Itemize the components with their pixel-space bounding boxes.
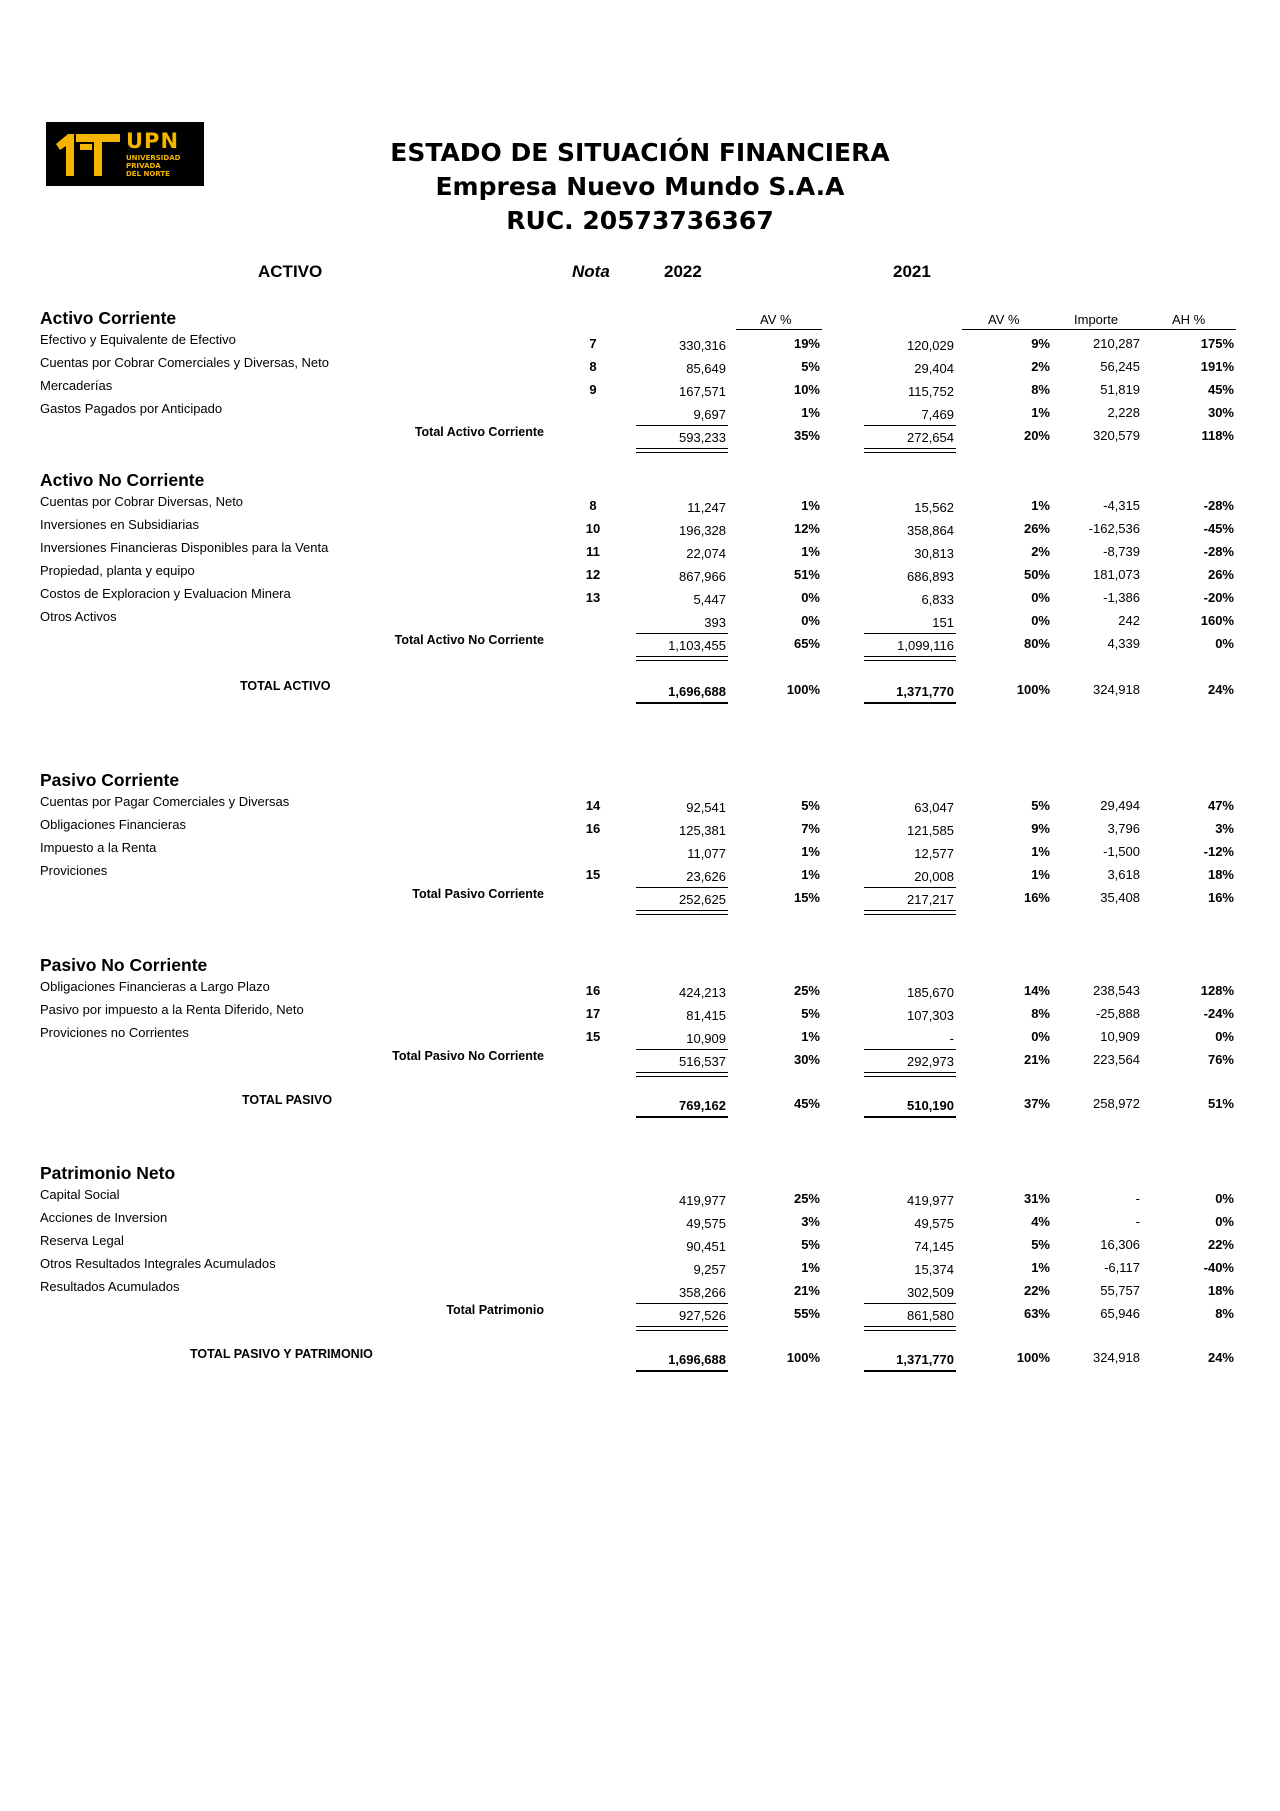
value-2022: 22,074: [686, 546, 726, 561]
importe-value: 56,245: [1100, 359, 1140, 374]
rule-line: [864, 1370, 956, 1372]
row-nota: 15: [585, 1029, 601, 1044]
row-nota: 13: [585, 590, 601, 605]
value-2021: 115,752: [907, 384, 954, 399]
av-2021: 9%: [1031, 336, 1050, 351]
row-nota: 8: [589, 498, 597, 513]
value-2022: 330,316: [679, 338, 726, 353]
rule-line: [864, 887, 956, 888]
av-2021: 2%: [1031, 544, 1050, 559]
value-2021: 20,008: [914, 869, 954, 884]
row-label: Propiedad, planta y equipo: [40, 563, 195, 578]
ah-value: 0%: [1215, 636, 1234, 651]
av-2022: 1%: [801, 844, 820, 859]
row-nota: 12: [585, 567, 601, 582]
section-title: Activo No Corriente: [40, 470, 205, 490]
rule-line: [864, 1116, 956, 1118]
row-nota: 7: [589, 336, 597, 351]
av-2022: 10%: [793, 382, 820, 397]
av-2021: 100%: [1016, 682, 1050, 697]
av-2022-header: AV %: [760, 312, 792, 327]
grand-total-label: TOTAL PASIVO: [242, 1093, 333, 1107]
av-2022: 12%: [793, 521, 820, 536]
ah-value: 128%: [1200, 983, 1234, 998]
importe-value: 320,579: [1093, 428, 1140, 443]
section-title: Pasivo Corriente: [40, 770, 180, 790]
importe-value: 210,287: [1093, 336, 1140, 351]
av-2021: 8%: [1031, 1006, 1050, 1021]
row-label: Gastos Pagados por Anticipado: [40, 401, 223, 416]
av-2022: 1%: [801, 498, 820, 513]
row-nota: 11: [586, 544, 600, 559]
row-label: Pasivo por impuesto a la Renta Diferido, Neto: [40, 1002, 304, 1017]
total-label: Total Pasivo No Corriente: [392, 1049, 544, 1063]
value-2022: 167,571: [679, 384, 726, 399]
row-nota: 10: [585, 521, 601, 536]
value-2021: 15,562: [914, 500, 954, 515]
rule-line: [864, 1326, 956, 1331]
av-2021: 5%: [1031, 1237, 1050, 1252]
grand-total-label: TOTAL ACTIVO: [240, 679, 331, 693]
av-2021: 22%: [1023, 1283, 1050, 1298]
rule-line: [636, 702, 728, 704]
ah-value: -12%: [1203, 844, 1234, 859]
importe-value: 223,564: [1093, 1052, 1140, 1067]
ah-value: 0%: [1215, 1191, 1234, 1206]
value-2021: 861,580: [907, 1308, 954, 1323]
av-2022: 3%: [801, 1214, 820, 1229]
av-2021: 0%: [1031, 1029, 1050, 1044]
importe-value: -6,117: [1104, 1260, 1140, 1275]
value-2021: 63,047: [914, 800, 954, 815]
year-2022-header: 2022: [664, 262, 702, 281]
value-2021: 12,577: [914, 846, 954, 861]
value-2021: 510,190: [907, 1098, 954, 1113]
row-label: Obligaciones Financieras a Largo Plazo: [40, 979, 270, 994]
row-label: Proviciones no Corrientes: [40, 1025, 189, 1040]
av-2022: 0%: [801, 590, 820, 605]
ah-value: 30%: [1207, 405, 1234, 420]
ah-value: 51%: [1207, 1096, 1234, 1111]
ah-value: 8%: [1215, 1306, 1234, 1321]
value-2022: 424,213: [679, 985, 726, 1000]
value-2022: 358,266: [679, 1285, 726, 1300]
row-label: Inversiones en Subsidiarias: [40, 517, 199, 532]
av-2021: 1%: [1031, 844, 1050, 859]
av-2021: 0%: [1031, 613, 1050, 628]
value-2021: 29,404: [914, 361, 954, 376]
value-2021: 15,374: [914, 1262, 954, 1277]
ah-value: 0%: [1215, 1214, 1234, 1229]
value-2022: 1,696,688: [668, 684, 726, 699]
importe-value: -: [1135, 1191, 1140, 1206]
rule-line: [636, 633, 728, 634]
section-title: Activo Corriente: [40, 308, 177, 328]
av-2022: 51%: [793, 567, 820, 582]
av-2021: 2%: [1031, 359, 1050, 374]
av-2021: 80%: [1023, 636, 1050, 651]
rule-line: [636, 1370, 728, 1372]
ah-value: 3%: [1215, 821, 1234, 836]
row-nota: 14: [585, 798, 601, 813]
importe-value: 29,494: [1100, 798, 1140, 813]
rule-line: [636, 425, 728, 426]
rule-line: [864, 702, 956, 704]
av-2022: 1%: [801, 544, 820, 559]
value-2021: 292,973: [907, 1054, 954, 1069]
value-2022: 927,526: [679, 1308, 726, 1323]
av-2022: 5%: [801, 359, 820, 374]
importe-value: 324,918: [1093, 682, 1140, 697]
value-2022: 10,909: [686, 1031, 726, 1046]
rule-line: [636, 1303, 728, 1304]
row-label: Cuentas por Pagar Comerciales y Diversas: [40, 794, 290, 809]
value-2021: 1,371,770: [896, 684, 954, 699]
importe-value: -8,739: [1103, 544, 1140, 559]
document-title: ESTADO DE SITUACIÓN FINANCIERA: [390, 138, 890, 167]
ah-value: 16%: [1207, 890, 1234, 905]
value-2021: 121,585: [907, 823, 954, 838]
value-2022: 9,697: [693, 407, 726, 422]
importe-value: 2,228: [1107, 405, 1140, 420]
value-2022: 196,328: [679, 523, 726, 538]
value-2022: 769,162: [679, 1098, 726, 1113]
logo-subtitle: UNIVERSIDAD PRIVADA DEL NORTE: [126, 154, 181, 178]
value-2021: 185,670: [907, 985, 954, 1000]
rule-line: [864, 1049, 956, 1050]
value-2022: 9,257: [693, 1262, 726, 1277]
value-2021: 419,977: [907, 1193, 954, 1208]
av-2021: 1%: [1031, 498, 1050, 513]
row-nota: 15: [585, 867, 601, 882]
av-2021: 31%: [1023, 1191, 1050, 1206]
value-2021: 30,813: [914, 546, 954, 561]
ah-value: -24%: [1203, 1006, 1234, 1021]
row-label: Proviciones: [40, 863, 108, 878]
importe-value: -4,315: [1103, 498, 1140, 513]
row-nota: 17: [585, 1006, 601, 1021]
value-2022: 593,233: [679, 430, 726, 445]
av-2021: 50%: [1023, 567, 1050, 582]
rule-line: [864, 656, 956, 661]
rule-line: [636, 1326, 728, 1331]
row-label: Capital Social: [40, 1187, 120, 1202]
importe-value: 324,918: [1093, 1350, 1140, 1365]
row-label: Inversiones Financieras Disponibles para la Venta: [40, 540, 329, 555]
av-2022: 1%: [801, 405, 820, 420]
rule-line: [864, 448, 956, 453]
value-2021: 358,864: [907, 523, 954, 538]
importe-value: 242: [1118, 613, 1140, 628]
av-2022: 21%: [793, 1283, 820, 1298]
ah-value: 24%: [1207, 1350, 1234, 1365]
importe-value: 55,757: [1100, 1283, 1140, 1298]
nota-header: Nota: [572, 262, 610, 281]
ah-value: 45%: [1207, 382, 1234, 397]
ah-value: -45%: [1203, 521, 1234, 536]
ah-value: -20%: [1203, 590, 1234, 605]
av-2022: 55%: [793, 1306, 820, 1321]
row-label: Cuentas por Cobrar Diversas, Neto: [40, 494, 244, 509]
av-2022: 100%: [786, 1350, 820, 1365]
ah-value: 47%: [1207, 798, 1234, 813]
av-2021: 100%: [1016, 1350, 1050, 1365]
row-nota: 16: [585, 821, 601, 836]
av-2022: 25%: [793, 1191, 820, 1206]
value-2021: 217,217: [907, 892, 954, 907]
av-2021: 0%: [1031, 590, 1050, 605]
av-2021: 5%: [1031, 798, 1050, 813]
value-2021: 7,469: [921, 407, 954, 422]
rule-line: [864, 1303, 956, 1304]
ah-value: 76%: [1207, 1052, 1234, 1067]
year-2021-header: 2021: [893, 262, 931, 281]
importe-value: 181,073: [1093, 567, 1140, 582]
value-2022: 11,077: [687, 846, 726, 861]
ah-value: 24%: [1207, 682, 1234, 697]
av-2021: 1%: [1031, 867, 1050, 882]
av-2022: 65%: [793, 636, 820, 651]
importe-value: 10,909: [1100, 1029, 1140, 1044]
rule-line: [636, 910, 728, 915]
importe-value: -1,500: [1103, 844, 1140, 859]
company-ruc: RUC. 20573736367: [506, 206, 774, 235]
rule-line: [636, 448, 728, 453]
importe-value: 51,819: [1100, 382, 1140, 397]
importe-value: -1,386: [1103, 590, 1140, 605]
value-2021: 120,029: [907, 338, 954, 353]
rule-line: [864, 1072, 956, 1077]
av-2022: 1%: [801, 1029, 820, 1044]
av-2022: 100%: [786, 682, 820, 697]
importe-value: -25,888: [1095, 1006, 1140, 1021]
activo-header: ACTIVO: [258, 262, 323, 281]
av-2021: 14%: [1023, 983, 1050, 998]
value-2022: 1,103,455: [668, 638, 726, 653]
rule-line: [636, 656, 728, 661]
av-2022: 25%: [793, 983, 820, 998]
row-label: Cuentas por Cobrar Comerciales y Diversas, Neto: [40, 355, 329, 370]
row-label: Otros Resultados Integrales Acumulados: [40, 1256, 276, 1271]
importe-value: -162,536: [1088, 521, 1140, 536]
ah-value: 0%: [1215, 1029, 1234, 1044]
total-label: Total Activo Corriente: [414, 425, 544, 439]
av-2022: 35%: [793, 428, 820, 443]
value-2022: 92,541: [686, 800, 726, 815]
value-2021: 74,145: [914, 1239, 954, 1254]
rule-line: [636, 1116, 728, 1118]
av-2022: 7%: [801, 821, 820, 836]
rule-line: [864, 633, 956, 634]
rule-line: [636, 1072, 728, 1077]
av-2021: 9%: [1031, 821, 1050, 836]
importe-value: 3,618: [1107, 867, 1140, 882]
ah-value: -28%: [1203, 544, 1234, 559]
av-2021: 63%: [1023, 1306, 1050, 1321]
row-label: Obligaciones Financieras: [40, 817, 186, 832]
importe-value: 35,408: [1100, 890, 1140, 905]
av-2022: 0%: [801, 613, 820, 628]
ah-value: 22%: [1207, 1237, 1234, 1252]
importe-value: 3,796: [1107, 821, 1140, 836]
row-label: Reserva Legal: [40, 1233, 124, 1248]
av-2022: 15%: [793, 890, 820, 905]
value-2021: 272,654: [907, 430, 954, 445]
av-2021: 1%: [1031, 1260, 1050, 1275]
value-2022: 85,649: [686, 361, 726, 376]
row-label: Acciones de Inversion: [40, 1210, 168, 1225]
total-label: Total Activo No Corriente: [394, 633, 544, 647]
av-2022: 5%: [801, 1006, 820, 1021]
section-title: Patrimonio Neto: [40, 1163, 176, 1183]
row-label: Efectivo y Equivalente de Efectivo: [40, 332, 236, 347]
value-2021: 107,303: [907, 1008, 954, 1023]
ah-value: 118%: [1201, 428, 1234, 443]
value-2022: 252,625: [679, 892, 726, 907]
importe-value: 16,306: [1100, 1237, 1140, 1252]
value-2021: 686,893: [907, 569, 954, 584]
value-2022: 125,381: [679, 823, 726, 838]
company-name: Empresa Nuevo Mundo S.A.A: [435, 172, 845, 201]
av-2021: 26%: [1023, 521, 1050, 536]
row-nota: 9: [589, 382, 597, 397]
av-2022: 30%: [793, 1052, 820, 1067]
importe-value: 238,543: [1093, 983, 1140, 998]
row-label: Otros Activos: [40, 609, 117, 624]
value-2022: 1,696,688: [668, 1352, 726, 1367]
ah-value: -28%: [1203, 498, 1234, 513]
total-label: Total Patrimonio: [446, 1303, 544, 1317]
value-2022: 516,537: [679, 1054, 726, 1069]
row-label: Impuesto a la Renta: [40, 840, 157, 855]
ah-value: 18%: [1207, 1283, 1234, 1298]
grand-total-label: TOTAL PASIVO Y PATRIMONIO: [190, 1347, 373, 1361]
value-2022: 5,447: [693, 592, 726, 607]
value-2022: 393: [704, 615, 726, 630]
logo-brand: UPN: [126, 129, 180, 153]
rule-line: [864, 910, 956, 915]
value-2022: 23,626: [686, 869, 726, 884]
row-nota: 8: [589, 359, 597, 374]
av-2022: 5%: [801, 1237, 820, 1252]
ah-value: 160%: [1200, 613, 1234, 628]
av-2021: 1%: [1031, 405, 1050, 420]
row-label: Resultados Acumulados: [40, 1279, 180, 1294]
value-2022: 11,247: [687, 500, 726, 515]
value-2021: 302,509: [907, 1285, 954, 1300]
ah-value: 175%: [1200, 336, 1234, 351]
av-2022: 1%: [801, 1260, 820, 1275]
row-label: Costos de Exploracion y Evaluacion Minera: [40, 586, 291, 601]
value-2021: 1,099,116: [897, 638, 954, 653]
value-2022: 81,415: [686, 1008, 726, 1023]
value-2022: 90,451: [686, 1239, 726, 1254]
av-2021: 21%: [1023, 1052, 1050, 1067]
value-2021: 151: [932, 615, 954, 630]
ah-value: 191%: [1200, 359, 1234, 374]
rule-line: [864, 425, 956, 426]
total-label: Total Pasivo Corriente: [412, 887, 544, 901]
value-2022: 49,575: [686, 1216, 726, 1231]
ah-header: AH %: [1172, 312, 1206, 327]
importe-value: 4,339: [1107, 636, 1140, 651]
av-2022: 45%: [793, 1096, 820, 1111]
value-2021: 49,575: [914, 1216, 954, 1231]
ah-value: 26%: [1207, 567, 1234, 582]
av-2021-header: AV %: [988, 312, 1020, 327]
av-2022: 19%: [793, 336, 820, 351]
section-title: Pasivo No Corriente: [40, 955, 208, 975]
av-2021: 16%: [1023, 890, 1050, 905]
av-2021: 8%: [1031, 382, 1050, 397]
av-2021: 37%: [1023, 1096, 1050, 1111]
value-2021: -: [949, 1031, 954, 1046]
importe-value: -: [1135, 1214, 1140, 1229]
av-2021: 4%: [1031, 1214, 1050, 1229]
value-2021: 1,371,770: [896, 1352, 954, 1367]
value-2022: 419,977: [679, 1193, 726, 1208]
row-nota: 16: [585, 983, 601, 998]
rule-line: [636, 887, 728, 888]
ah-value: 18%: [1207, 867, 1234, 882]
value-2021: 6,833: [921, 592, 954, 607]
importe-header: Importe: [1074, 312, 1119, 327]
importe-value: 258,972: [1093, 1096, 1140, 1111]
importe-value: 65,946: [1100, 1306, 1140, 1321]
av-2022: 5%: [801, 798, 820, 813]
av-2021: 20%: [1023, 428, 1050, 443]
row-label: Mercaderías: [40, 378, 113, 393]
rule-line: [636, 1049, 728, 1050]
av-2022: 1%: [801, 867, 820, 882]
ah-value: -40%: [1203, 1260, 1234, 1275]
value-2022: 867,966: [679, 569, 726, 584]
